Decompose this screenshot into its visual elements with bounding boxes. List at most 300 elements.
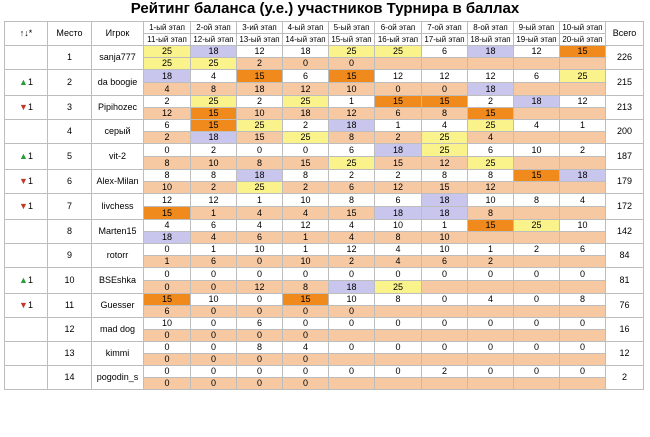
player-name-cell[interactable]: pogodin_s xyxy=(92,366,144,390)
total-cell[interactable]: 179 xyxy=(606,170,644,194)
stage-score-cell[interactable] xyxy=(514,354,560,366)
stage-score-cell[interactable]: 18 xyxy=(283,46,329,58)
stage-score-cell[interactable]: 15 xyxy=(468,220,514,232)
stage-score-cell[interactable]: 2 xyxy=(329,256,375,268)
stage-score-cell[interactable]: 10 xyxy=(283,194,329,207)
stage-score-cell[interactable]: 0 xyxy=(237,366,283,378)
stage-score-cell[interactable] xyxy=(468,378,514,390)
stage-score-cell[interactable] xyxy=(422,281,468,294)
stage-score-cell[interactable]: 10 xyxy=(375,220,422,232)
position-change[interactable] xyxy=(5,46,48,70)
stage-score-cell[interactable]: 18 xyxy=(560,170,606,182)
position-change[interactable] xyxy=(5,120,48,144)
stage-score-cell[interactable]: 0 xyxy=(375,342,422,354)
stage-header[interactable]: 13-ый этап xyxy=(237,34,283,46)
stage-score-cell[interactable] xyxy=(514,256,560,268)
stage-score-cell[interactable]: 12 xyxy=(283,83,329,96)
stage-score-cell[interactable] xyxy=(514,281,560,294)
stage-score-cell[interactable]: 1 xyxy=(560,120,606,132)
stage-score-cell[interactable]: 12 xyxy=(468,182,514,194)
stage-score-cell[interactable] xyxy=(468,281,514,294)
stage-score-cell[interactable]: 4 xyxy=(237,220,283,232)
player-name-cell[interactable]: rotorr xyxy=(92,244,144,268)
stage-score-cell[interactable]: 6 xyxy=(329,144,375,157)
stage-score-cell[interactable]: 10 xyxy=(422,232,468,244)
stage-score-cell[interactable]: 4 xyxy=(144,83,191,96)
stage-score-cell[interactable]: 25 xyxy=(283,96,329,108)
stage-score-cell[interactable]: 15 xyxy=(422,182,468,194)
stage-score-cell[interactable]: 0 xyxy=(283,268,329,281)
stage-score-cell[interactable] xyxy=(468,232,514,244)
position-change[interactable] xyxy=(5,342,48,366)
player-name-cell[interactable]: Guesser xyxy=(92,294,144,318)
stage-score-cell[interactable]: 1 xyxy=(329,96,375,108)
stage-score-cell[interactable]: 15 xyxy=(237,70,283,83)
stage-score-cell[interactable]: 0 xyxy=(422,318,468,330)
stage-score-cell[interactable]: 1 xyxy=(283,244,329,256)
stage-score-cell[interactable]: 0 xyxy=(560,318,606,330)
player-name-cell[interactable]: серый xyxy=(92,120,144,144)
stage-score-cell[interactable]: 0 xyxy=(514,366,560,378)
stage-score-cell[interactable]: 8 xyxy=(144,170,191,182)
stage-score-cell[interactable]: 15 xyxy=(514,170,560,182)
stage-score-cell[interactable] xyxy=(560,354,606,366)
stage-score-cell[interactable] xyxy=(560,306,606,318)
stage-score-cell[interactable]: 0 xyxy=(514,294,560,306)
stage-score-cell[interactable]: 0 xyxy=(422,83,468,96)
stage-score-cell[interactable]: 25 xyxy=(283,132,329,144)
stage-score-cell[interactable]: 0 xyxy=(144,281,191,294)
stage-score-cell[interactable]: 1 xyxy=(191,244,237,256)
stage-score-cell[interactable]: 6 xyxy=(237,232,283,244)
stage-score-cell[interactable]: 18 xyxy=(329,281,375,294)
stage-score-cell[interactable]: 25 xyxy=(191,58,237,70)
stage-score-cell[interactable]: 0 xyxy=(237,294,283,306)
total-cell[interactable]: 76 xyxy=(606,294,644,318)
total-header[interactable]: Всего xyxy=(606,22,644,46)
stage-score-cell[interactable] xyxy=(514,83,560,96)
stage-score-cell[interactable]: 6 xyxy=(422,46,468,58)
stage-header[interactable]: 20-ый этап xyxy=(560,34,606,46)
stage-score-cell[interactable] xyxy=(375,354,422,366)
stage-score-cell[interactable]: 0 xyxy=(329,58,375,70)
stage-score-cell[interactable]: 18 xyxy=(468,46,514,58)
stage-score-cell[interactable]: 15 xyxy=(191,120,237,132)
stage-score-cell[interactable]: 0 xyxy=(329,342,375,354)
stage-score-cell[interactable]: 0 xyxy=(422,294,468,306)
position-change[interactable] xyxy=(5,70,48,96)
stage-score-cell[interactable]: 12 xyxy=(422,157,468,170)
stage-score-cell[interactable]: 2 xyxy=(468,96,514,108)
stage-score-cell[interactable]: 1 xyxy=(283,232,329,244)
player-name-cell[interactable]: livchess xyxy=(92,194,144,220)
total-cell[interactable]: 172 xyxy=(606,194,644,220)
position-change[interactable] xyxy=(5,294,48,318)
stage-score-cell[interactable]: 0 xyxy=(191,306,237,318)
stage-header[interactable]: 19-ый этап xyxy=(514,34,560,46)
stage-score-cell[interactable]: 15 xyxy=(422,96,468,108)
stage-score-cell[interactable]: 0 xyxy=(237,144,283,157)
stage-header[interactable]: 16-ый этап xyxy=(375,34,422,46)
stage-score-cell[interactable]: 8 xyxy=(375,232,422,244)
total-cell[interactable]: 200 xyxy=(606,120,644,144)
stage-score-cell[interactable]: 0 xyxy=(191,378,237,390)
place-cell[interactable]: 7 xyxy=(48,194,92,220)
place-cell[interactable]: 3 xyxy=(48,96,92,120)
stage-score-cell[interactable]: 18 xyxy=(514,96,560,108)
stage-score-cell[interactable]: 12 xyxy=(237,46,283,58)
player-name-cell[interactable]: kimmi xyxy=(92,342,144,366)
stage-score-cell[interactable]: 1 xyxy=(144,256,191,268)
position-change[interactable] xyxy=(5,318,48,342)
stage-score-cell[interactable]: 10 xyxy=(514,144,560,157)
stage-score-cell[interactable] xyxy=(560,58,606,70)
stage-score-cell[interactable]: 0 xyxy=(375,318,422,330)
stage-score-cell[interactable]: 12 xyxy=(144,108,191,120)
stage-score-cell[interactable]: 2 xyxy=(191,182,237,194)
stage-score-cell[interactable]: 0 xyxy=(283,318,329,330)
stage-header[interactable]: 11-ый этап xyxy=(144,34,191,46)
stage-score-cell[interactable]: 12 xyxy=(375,182,422,194)
stage-score-cell[interactable]: 4 xyxy=(191,232,237,244)
stage-score-cell[interactable]: 25 xyxy=(329,46,375,58)
stage-score-cell[interactable] xyxy=(468,306,514,318)
stage-score-cell[interactable]: 2 xyxy=(237,96,283,108)
place-cell[interactable]: 1 xyxy=(48,46,92,70)
stage-score-cell[interactable]: 15 xyxy=(283,294,329,306)
stage-score-cell[interactable]: 1 xyxy=(468,244,514,256)
total-cell[interactable]: 84 xyxy=(606,244,644,268)
player-name-cell[interactable]: sanja777 xyxy=(92,46,144,70)
player-name-cell[interactable]: mad dog xyxy=(92,318,144,342)
stage-score-cell[interactable]: 18 xyxy=(237,83,283,96)
stage-score-cell[interactable]: 8 xyxy=(422,170,468,182)
stage-score-cell[interactable]: 18 xyxy=(191,132,237,144)
stage-score-cell[interactable]: 0 xyxy=(329,306,375,318)
stage-score-cell[interactable]: 0 xyxy=(191,342,237,354)
stage-score-cell[interactable]: 4 xyxy=(283,207,329,220)
stage-header[interactable]: 17-ый этап xyxy=(422,34,468,46)
stage-header[interactable]: 14-ый этап xyxy=(283,34,329,46)
stage-score-cell[interactable]: 2 xyxy=(468,256,514,268)
stage-score-cell[interactable]: 4 xyxy=(468,132,514,144)
stage-score-cell[interactable]: 18 xyxy=(329,120,375,132)
stage-score-cell[interactable]: 18 xyxy=(144,232,191,244)
stage-score-cell[interactable] xyxy=(329,378,375,390)
stage-score-cell[interactable] xyxy=(375,58,422,70)
stage-score-cell[interactable]: 1 xyxy=(422,220,468,232)
stage-score-cell[interactable]: 8 xyxy=(375,294,422,306)
stage-score-cell[interactable]: 2 xyxy=(422,366,468,378)
stage-score-cell[interactable]: 12 xyxy=(375,70,422,83)
stage-score-cell[interactable]: 10 xyxy=(468,194,514,207)
stage-score-cell[interactable]: 18 xyxy=(144,70,191,83)
stage-score-cell[interactable]: 10 xyxy=(560,220,606,232)
stage-score-cell[interactable]: 25 xyxy=(560,70,606,83)
stage-score-cell[interactable]: 4 xyxy=(144,220,191,232)
position-change[interactable] xyxy=(5,144,48,170)
stage-score-cell[interactable]: 6 xyxy=(144,306,191,318)
stage-header[interactable]: 5-ый этап xyxy=(329,22,375,34)
stage-score-cell[interactable]: 25 xyxy=(237,182,283,194)
stage-score-cell[interactable]: 1 xyxy=(237,194,283,207)
stage-score-cell[interactable]: 0 xyxy=(283,366,329,378)
stage-score-cell[interactable]: 0 xyxy=(329,366,375,378)
stage-score-cell[interactable]: 0 xyxy=(237,268,283,281)
stage-score-cell[interactable]: 0 xyxy=(144,244,191,256)
stage-score-cell[interactable]: 0 xyxy=(514,268,560,281)
stage-score-cell[interactable]: 0 xyxy=(468,342,514,354)
stage-score-cell[interactable]: 4 xyxy=(514,120,560,132)
stage-score-cell[interactable]: 6 xyxy=(283,70,329,83)
place-cell[interactable]: 4 xyxy=(48,120,92,144)
stage-score-cell[interactable]: 2 xyxy=(283,120,329,132)
stage-score-cell[interactable]: 0 xyxy=(144,330,191,342)
stage-score-cell[interactable] xyxy=(514,306,560,318)
stage-score-cell[interactable]: 0 xyxy=(144,268,191,281)
stage-score-cell[interactable]: 15 xyxy=(237,132,283,144)
player-name-cell[interactable]: da boogie xyxy=(92,70,144,96)
stage-score-cell[interactable]: 15 xyxy=(329,207,375,220)
stage-score-cell[interactable]: 10 xyxy=(237,244,283,256)
place-cell[interactable]: 6 xyxy=(48,170,92,194)
stage-score-cell[interactable]: 4 xyxy=(329,232,375,244)
player-name-cell[interactable]: Marten15 xyxy=(92,220,144,244)
stage-score-cell[interactable]: 8 xyxy=(237,157,283,170)
position-change[interactable] xyxy=(5,96,48,120)
place-cell[interactable]: 14 xyxy=(48,366,92,390)
stage-score-cell[interactable]: 12 xyxy=(191,194,237,207)
stage-score-cell[interactable]: 18 xyxy=(375,207,422,220)
total-cell[interactable]: 226 xyxy=(606,46,644,70)
stage-score-cell[interactable]: 0 xyxy=(144,342,191,354)
stage-score-cell[interactable]: 4 xyxy=(375,244,422,256)
total-cell[interactable]: 2 xyxy=(606,366,644,390)
stage-score-cell[interactable] xyxy=(375,378,422,390)
stage-score-cell[interactable]: 0 xyxy=(468,366,514,378)
stage-score-cell[interactable]: 12 xyxy=(514,46,560,58)
player-name-cell[interactable]: BSEshka xyxy=(92,268,144,294)
stage-score-cell[interactable]: 0 xyxy=(144,354,191,366)
stage-score-cell[interactable]: 25 xyxy=(329,157,375,170)
stage-score-cell[interactable]: 2 xyxy=(560,144,606,157)
place-cell[interactable]: 12 xyxy=(48,318,92,342)
stage-score-cell[interactable]: 15 xyxy=(375,96,422,108)
player-name-cell[interactable]: vit-2 xyxy=(92,144,144,170)
stage-score-cell[interactable]: 0 xyxy=(514,342,560,354)
place-cell[interactable]: 13 xyxy=(48,342,92,366)
stage-score-cell[interactable]: 6 xyxy=(191,256,237,268)
stage-header[interactable]: 12-ый этап xyxy=(191,34,237,46)
stage-score-cell[interactable] xyxy=(514,182,560,194)
place-cell[interactable]: 5 xyxy=(48,144,92,170)
stage-score-cell[interactable] xyxy=(329,354,375,366)
stage-header[interactable]: 7-ой этап xyxy=(422,22,468,34)
stage-score-cell[interactable]: 18 xyxy=(422,194,468,207)
place-cell[interactable]: 2 xyxy=(48,70,92,96)
stage-score-cell[interactable]: 0 xyxy=(144,144,191,157)
stage-score-cell[interactable]: 10 xyxy=(191,157,237,170)
position-change[interactable] xyxy=(5,170,48,194)
position-change[interactable] xyxy=(5,268,48,294)
stage-score-cell[interactable]: 6 xyxy=(422,256,468,268)
stage-score-cell[interactable]: 2 xyxy=(191,144,237,157)
stage-score-cell[interactable]: 0 xyxy=(237,256,283,268)
stage-score-cell[interactable] xyxy=(514,207,560,220)
stage-score-cell[interactable]: 8 xyxy=(329,132,375,144)
stage-score-cell[interactable] xyxy=(514,378,560,390)
stage-score-cell[interactable]: 6 xyxy=(375,194,422,207)
total-cell[interactable]: 81 xyxy=(606,268,644,294)
stage-score-cell[interactable]: 8 xyxy=(514,194,560,207)
stage-score-cell[interactable]: 25 xyxy=(422,144,468,157)
stage-score-cell[interactable]: 6 xyxy=(237,318,283,330)
stage-score-cell[interactable]: 15 xyxy=(144,294,191,306)
stage-score-cell[interactable]: 2 xyxy=(375,170,422,182)
stage-score-cell[interactable] xyxy=(514,157,560,170)
stage-score-cell[interactable]: 4 xyxy=(237,207,283,220)
stage-score-cell[interactable]: 2 xyxy=(144,96,191,108)
stage-header[interactable]: 6-ой этап xyxy=(375,22,422,34)
place-cell[interactable]: 10 xyxy=(48,268,92,294)
stage-score-cell[interactable]: 2 xyxy=(237,58,283,70)
stage-score-cell[interactable]: 25 xyxy=(144,58,191,70)
stage-score-cell[interactable]: 25 xyxy=(191,96,237,108)
stage-score-cell[interactable]: 10 xyxy=(422,244,468,256)
stage-score-cell[interactable]: 0 xyxy=(144,378,191,390)
stage-score-cell[interactable]: 2 xyxy=(329,170,375,182)
stage-score-cell[interactable]: 0 xyxy=(468,268,514,281)
stage-score-cell[interactable]: 0 xyxy=(560,268,606,281)
stage-score-cell[interactable]: 15 xyxy=(375,157,422,170)
stage-score-cell[interactable]: 10 xyxy=(283,256,329,268)
stage-score-cell[interactable]: 0 xyxy=(237,330,283,342)
stage-score-cell[interactable] xyxy=(514,330,560,342)
stage-score-cell[interactable]: 2 xyxy=(375,132,422,144)
stage-score-cell[interactable] xyxy=(560,281,606,294)
stage-score-cell[interactable]: 8 xyxy=(191,170,237,182)
stage-score-cell[interactable]: 6 xyxy=(329,182,375,194)
stage-score-cell[interactable] xyxy=(422,378,468,390)
stage-score-cell[interactable]: 2 xyxy=(144,132,191,144)
total-cell[interactable]: 142 xyxy=(606,220,644,244)
position-change[interactable] xyxy=(5,194,48,220)
stage-score-cell[interactable]: 25 xyxy=(375,281,422,294)
stage-score-cell[interactable] xyxy=(468,354,514,366)
stage-score-cell[interactable] xyxy=(329,330,375,342)
total-cell[interactable]: 213 xyxy=(606,96,644,120)
stage-score-cell[interactable]: 0 xyxy=(191,318,237,330)
stage-score-cell[interactable]: 12 xyxy=(283,220,329,232)
stage-score-cell[interactable]: 0 xyxy=(329,268,375,281)
stage-score-cell[interactable]: 6 xyxy=(560,244,606,256)
stage-score-cell[interactable] xyxy=(514,108,560,120)
stage-score-cell[interactable] xyxy=(560,378,606,390)
total-cell[interactable]: 16 xyxy=(606,318,644,342)
stage-score-cell[interactable]: 25 xyxy=(468,120,514,132)
stage-score-cell[interactable]: 4 xyxy=(422,120,468,132)
stage-score-cell[interactable] xyxy=(560,182,606,194)
total-cell[interactable]: 215 xyxy=(606,70,644,96)
stage-score-cell[interactable]: 0 xyxy=(191,354,237,366)
stage-score-cell[interactable]: 6 xyxy=(191,220,237,232)
stage-header[interactable]: 10-ый этап xyxy=(560,22,606,34)
stage-score-cell[interactable]: 8 xyxy=(468,207,514,220)
stage-score-cell[interactable] xyxy=(422,330,468,342)
stage-header[interactable]: 8-ой этап xyxy=(468,22,514,34)
stage-score-cell[interactable]: 0 xyxy=(283,58,329,70)
stage-score-cell[interactable]: 18 xyxy=(422,207,468,220)
stage-score-cell[interactable]: 0 xyxy=(422,342,468,354)
stage-score-cell[interactable]: 10 xyxy=(329,83,375,96)
stage-score-cell[interactable]: 4 xyxy=(468,294,514,306)
stage-score-cell[interactable]: 4 xyxy=(329,220,375,232)
stage-score-cell[interactable]: 0 xyxy=(422,268,468,281)
place-header[interactable]: Место xyxy=(48,22,92,46)
stage-score-cell[interactable]: 8 xyxy=(422,108,468,120)
stage-score-cell[interactable]: 0 xyxy=(514,318,560,330)
stage-score-cell[interactable]: 6 xyxy=(468,144,514,157)
stage-score-cell[interactable]: 1 xyxy=(375,120,422,132)
stage-score-cell[interactable]: 15 xyxy=(191,108,237,120)
stage-score-cell[interactable]: 0 xyxy=(191,281,237,294)
stage-score-cell[interactable]: 8 xyxy=(191,83,237,96)
stage-score-cell[interactable]: 6 xyxy=(375,108,422,120)
stage-score-cell[interactable]: 10 xyxy=(144,182,191,194)
stage-score-cell[interactable]: 0 xyxy=(191,366,237,378)
position-change[interactable] xyxy=(5,366,48,390)
stage-score-cell[interactable]: 18 xyxy=(191,46,237,58)
place-cell[interactable]: 11 xyxy=(48,294,92,318)
stage-score-cell[interactable]: 8 xyxy=(560,294,606,306)
place-cell[interactable]: 8 xyxy=(48,220,92,244)
stage-score-cell[interactable] xyxy=(560,157,606,170)
stage-score-cell[interactable]: 2 xyxy=(283,182,329,194)
stage-score-cell[interactable]: 12 xyxy=(329,244,375,256)
stage-score-cell[interactable]: 1 xyxy=(191,207,237,220)
stage-score-cell[interactable] xyxy=(375,330,422,342)
stage-score-cell[interactable]: 25 xyxy=(468,157,514,170)
stage-score-cell[interactable]: 2 xyxy=(514,244,560,256)
stage-score-cell[interactable]: 8 xyxy=(283,281,329,294)
stage-score-cell[interactable]: 25 xyxy=(375,46,422,58)
stage-score-cell[interactable]: 12 xyxy=(237,281,283,294)
stage-score-cell[interactable]: 15 xyxy=(283,157,329,170)
stage-header[interactable]: 2-ой этап xyxy=(191,22,237,34)
stage-score-cell[interactable]: 0 xyxy=(560,342,606,354)
stage-score-cell[interactable] xyxy=(560,108,606,120)
stage-score-cell[interactable]: 10 xyxy=(191,294,237,306)
stage-score-cell[interactable]: 8 xyxy=(237,342,283,354)
stage-score-cell[interactable]: 6 xyxy=(144,120,191,132)
stage-score-cell[interactable]: 15 xyxy=(560,46,606,58)
stage-score-cell[interactable]: 10 xyxy=(237,108,283,120)
stage-score-cell[interactable] xyxy=(514,132,560,144)
stage-score-cell[interactable]: 8 xyxy=(468,170,514,182)
stage-score-cell[interactable]: 18 xyxy=(468,83,514,96)
player-header[interactable]: Игрок xyxy=(92,22,144,46)
stage-score-cell[interactable]: 25 xyxy=(144,46,191,58)
stage-score-cell[interactable] xyxy=(514,58,560,70)
stage-score-cell[interactable]: 25 xyxy=(514,220,560,232)
total-cell[interactable]: 187 xyxy=(606,144,644,170)
stage-score-cell[interactable]: 0 xyxy=(191,268,237,281)
stage-score-cell[interactable]: 0 xyxy=(329,318,375,330)
stage-score-cell[interactable]: 4 xyxy=(283,342,329,354)
stage-score-cell[interactable]: 0 xyxy=(144,366,191,378)
stage-header[interactable]: 9-ый этап xyxy=(514,22,560,34)
position-change[interactable] xyxy=(5,244,48,268)
